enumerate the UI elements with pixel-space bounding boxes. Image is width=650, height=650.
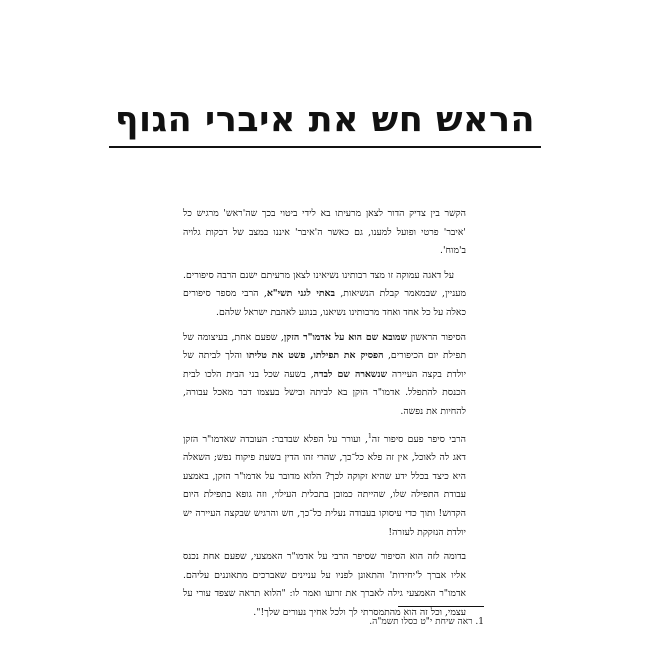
footnote-divider (398, 606, 484, 607)
chapter-title: הראש חש את איברי הגוף (109, 98, 541, 148)
footnote: 1. ראה שיחת י"ט כסלו תשמ"ה. (369, 617, 484, 627)
bold-phrase: הפסיק את תפילתו, פשט את טליתו (246, 350, 384, 362)
paragraph: הסיפור הראשון שמובא שם הוא על אדמו"ר הזקן, שפעם אחת, בעיצומה של תפילת יום הכיפורים, הפסיק את תפילתו, פשט את טליתו והלך לביתה של יולדת בקצה העיירה שנשארה שם לבדה, בשעה שכל בני הבית הלכו לבית הכנסת להתפלל. אדמו"ר הזקן בא לביתה ובישל בעצמו דבר מאכל עבורה, להחיות את נפשה. (183, 331, 467, 417)
body-text (183, 205, 466, 629)
paragraph: על דאגה עמוקה זו מצד רבותינו נשיאינו לצאן מרעיתם ישנם הרבה סיפורים. מעניין, שבמאמר קבלת הנשיאות, באתי לגני תשי"א, הרבי מספר סיפורים כאלה על כל אחד ואחד מרבותינו נשיאנו, בנוגע לאהבת ישראל שלהם. (183, 269, 466, 318)
chapter-title-wrap (0, 98, 650, 148)
bold-phrase: שמובא שם הוא על אדמו"ר הזקן (283, 331, 408, 343)
paragraph: הקשר בין צדיק הדור לצאן מרעיתו בא לידי ביטוי בכך שה'ראש' מרגיש כל 'איבר' פרטי ופועל למענו, גם כאשר ה'איבר' איננו במצב של דבקות גלויה ב'מוח'. (183, 208, 466, 257)
paragraph: בדומה לזה הוא הסיפור שסיפר הרבי על אדמו"ר האמצעי, שפעם אחת נכנס אליו אברך ל'יחידות' והתאונן לפניו על עניינים שאברכים מתאוננים עליהם. אדמו"ר האמצעי גילה לאברך את זרועו ואמר לו: "הלוא תראה שצפד עורי על עצמי, וכל זה הוא מהתמסרתי לך ולכל אחיך נעורים שלך!". (183, 551, 466, 618)
paragraph: הרבי סיפר פעם סיפור זה$^1$, ועורר על הפלא שבדבר: העובדה שאדמו"ר הזקן דאג לה לאוכל, אין זה פלא כל־כך, שהרי זהו הדין בשעת פיקוח נפש; השאלה היא כיצד בכלל ידע שהיא זקוקה לכך? הלוא מדובר על אדמו"ר הזקן, באמצע עבודת התפילה שלו, שהייתה כמובן בתכלית העילוי, וזה גופא בתפילת היום הקדוש! ותוך כדי עיסוקו בעבודה נעלית כל־כך, חש והרגיש שבקצה העיירה יש יולדת הנזקקת לעזרה! (183, 432, 467, 538)
bold-phrase: שנשארה שם לבדה (313, 368, 388, 380)
bold-phrase: באתי לגני תשי"א (266, 288, 335, 300)
footnote-marker: 1 (367, 432, 372, 440)
